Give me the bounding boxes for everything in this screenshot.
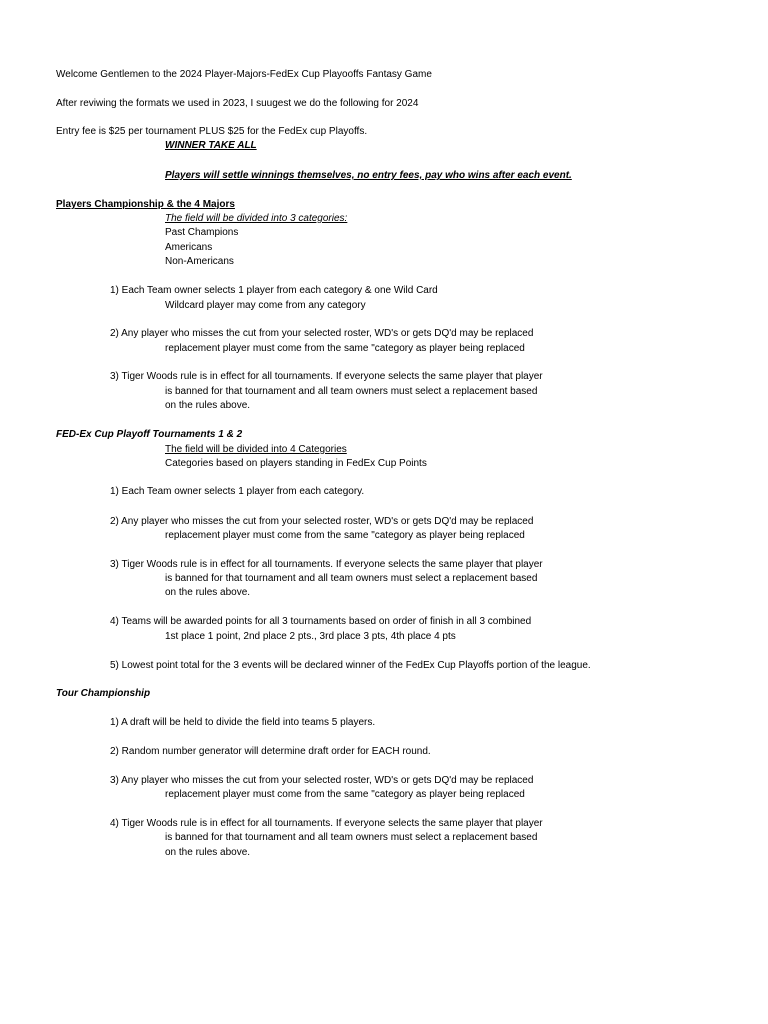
formats-line: After reviwing the formats we used in 2023, I suugest we do the following for 2024 xyxy=(56,98,419,109)
fedex-rule-1: 1) Each Team owner selects 1 player from each category. xyxy=(110,486,365,497)
majors-category-item: Past Champions xyxy=(165,227,239,238)
tour-rule-2: 2) Random number generator will determine draft order for EACH round. xyxy=(110,746,431,757)
fedex-heading: FED-Ex Cup Playoff Tournaments 1 & 2 xyxy=(56,429,243,440)
tour-rule-4: 4) Tiger Woods rule is in effect for all tournaments. If everyone selects the same player that player xyxy=(110,818,543,829)
welcome-line: Welcome Gentlemen to the 2024 Player-Majors-FedEx Cup Playooffs Fantasy Game xyxy=(56,69,432,80)
tour-rule-3: 3) Any player who misses the cut from your selected roster, WD's or gets DQ'd may be replaced xyxy=(110,775,534,786)
majors-category-item: Americans xyxy=(165,242,213,253)
tour-rule-4-detail: is banned for that tournament and all team owners must select a replacement based xyxy=(165,832,538,843)
fedex-rule-3: 3) Tiger Woods rule is in effect for all tournaments. If everyone selects the same player that player xyxy=(110,559,543,570)
fedex-categories-note: Categories based on players standing in FedEx Cup Points xyxy=(165,458,427,469)
settle-winnings-note: Players will settle winnings themselves, no entry fees, pay who wins after each event. xyxy=(165,170,572,181)
majors-rule-1: 1) Each Team owner selects 1 player from each category & one Wild Card xyxy=(110,285,438,296)
fedex-rule-4: 4) Teams will be awarded points for all 3 tournaments based on order of finish in all 3 combined xyxy=(110,616,532,627)
fedex-divided-note: The field will be divided into 4 Categories xyxy=(165,444,347,455)
fedex-rule-2: 2) Any player who misses the cut from your selected roster, WD's or gets DQ'd may be replaced xyxy=(110,516,534,527)
majors-category-item: Non-Americans xyxy=(165,256,234,267)
majors-rule-1-detail: Wildcard player may come from any category xyxy=(165,300,366,311)
tour-heading: Tour Championship xyxy=(56,688,151,699)
fedex-rule-2-detail: replacement player must come from the same "category as player being replaced xyxy=(165,530,525,541)
majors-rule-3-detail: is banned for that tournament and all team owners must select a replacement based xyxy=(165,386,538,397)
tour-rule-1: 1) A draft will be held to divide the field into teams 5 players. xyxy=(110,717,376,728)
tour-rule-3-detail: replacement player must come from the same "category as player being replaced xyxy=(165,789,525,800)
fedex-rule-3-detail: is banned for that tournament and all team owners must select a replacement based xyxy=(165,573,538,584)
majors-rule-3-detail: on the rules above. xyxy=(165,400,251,411)
majors-divided-note: The field will be divided into 3 categories: xyxy=(165,213,348,224)
majors-rule-2: 2) Any player who misses the cut from your selected roster, WD's or gets DQ'd may be replaced xyxy=(110,328,534,339)
tour-rule-4-detail: on the rules above. xyxy=(165,847,251,858)
majors-rule-2-detail: replacement player must come from the same "category as player being replaced xyxy=(165,343,525,354)
majors-rule-3: 3) Tiger Woods rule is in effect for all tournaments. If everyone selects the same player that player xyxy=(110,371,543,382)
fedex-rule-4-detail: 1st place 1 point, 2nd place 2 pts., 3rd place 3 pts, 4th place 4 pts xyxy=(165,631,456,642)
entry-fee-line: Entry fee is $25 per tournament PLUS $25 for the FedEx cup Playoffs. xyxy=(56,126,368,137)
majors-heading: Players Championship & the 4 Majors xyxy=(56,199,235,210)
fedex-rule-5: 5) Lowest point total for the 3 events will be declared winner of the FedEx Cup Playoffs portion of the league. xyxy=(110,660,591,671)
fedex-rule-3-detail: on the rules above. xyxy=(165,587,251,598)
winner-take-all: WINNER TAKE ALL xyxy=(165,140,257,151)
